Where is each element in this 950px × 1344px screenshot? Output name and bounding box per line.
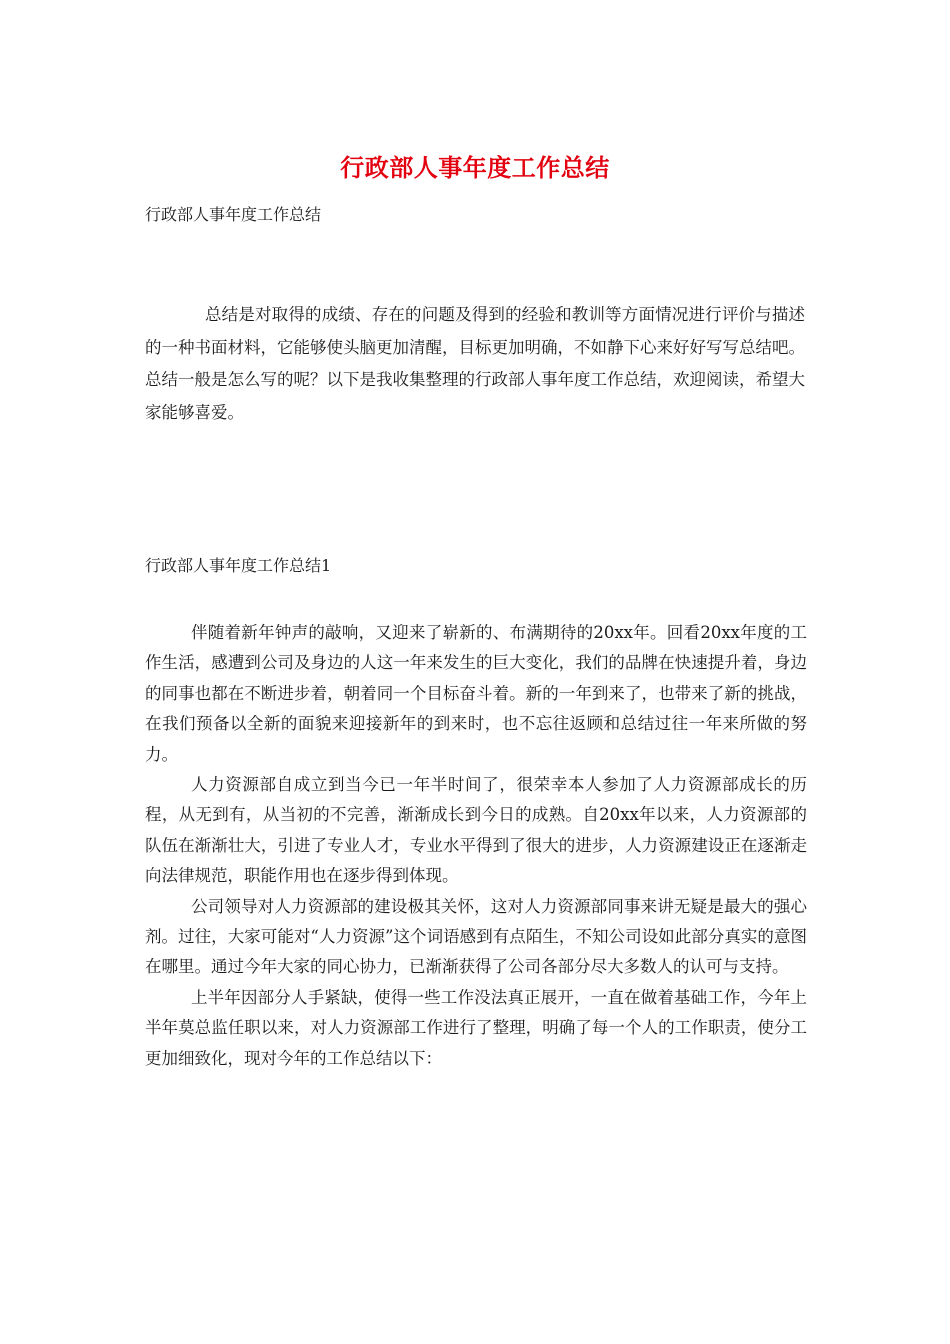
section-heading: 行政部人事年度工作总结1 <box>145 556 332 575</box>
body-paragraph-3: 公司领导对人力资源部的建设极其关怀，这对人力资源部同事来讲无疑是最大的强心剂。过往，大家可能对“人力资源”这个词语感到有点陌生，不知公司设如此部分真实的意图在哪里。通过今年大家的同心协力，已渐渐获得了公司各部分尽大多数人的认可与支持。 <box>145 896 807 977</box>
body-paragraph-4: 上半年因部分人手紧缺，使得一些工作没法真正展开，一直在做着基础工作，今年上半年莫总监任职以来，对人力资源部工作进行了整理，明确了每一个人的工作职责，使分工更加细致化，现对今年的工作总结以下： <box>145 987 807 1068</box>
body-section <box>145 618 807 1074</box>
document-title: 行政部人事年度工作总结 <box>340 153 610 182</box>
body-paragraph-1: 伴随着新年钟声的敲响，又迎来了崭新的、布满期待的20xx年。回看20xx年度的工作生活，感遭到公司及身边的人这一年来发生的巨大变化，我们的品牌在快速提升着，身边的同事也都在不断进步着，朝着同一个目标奋斗着。新的一年到来了，也带来了新的挑战，在我们预备以全新的面貌来迎接新年的到来时，也不忘往返顾和总结过往一年来所做的努力。 <box>145 623 807 764</box>
intro-paragraph: 总结是对取得的成绩、存在的问题及得到的经验和教训等方面情况进行评价与描述的一种书面材料，它能够使头脑更加清醒，目标更加明确，不如静下心来好好写写总结吧。总结一般是怎么写的呢？以下是我收集整理的行政部人事年度工作总结，欢迎阅读，希望大家能够喜爱。 <box>145 305 805 422</box>
intro-section <box>145 299 805 429</box>
body-paragraph-2: 人力资源部自成立到当今已一年半时间了，很荣幸本人参加了人力资源部成长的历程，从无到有，从当初的不完善，渐渐成长到今日的成熟。自20xx年以来，人力资源部的队伍在渐渐壮大，引进了专业人才，专业水平得到了很大的进步，人力资源建设正在逐渐走向法律规范，职能作用也在逐步得到体现。 <box>145 775 807 886</box>
document-subtitle: 行政部人事年度工作总结 <box>145 205 322 224</box>
